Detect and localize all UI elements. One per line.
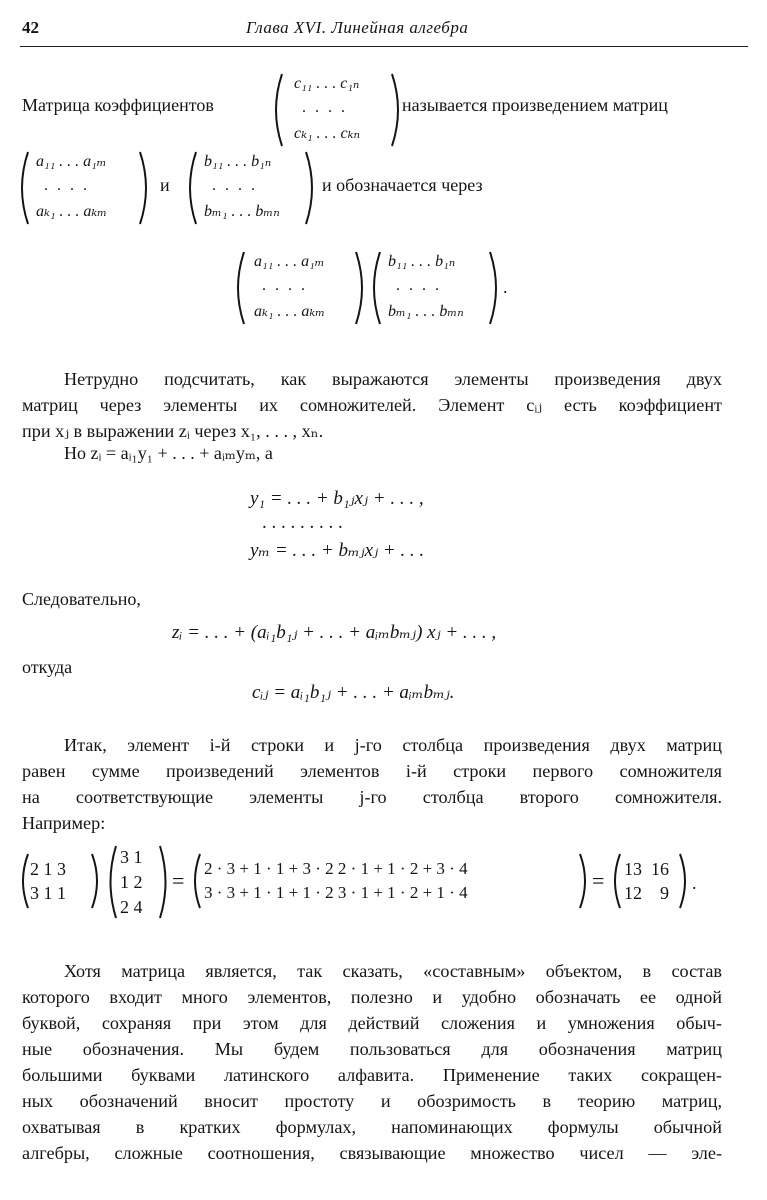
product-b-dots: .... bbox=[396, 277, 448, 294]
intro-denoted: и обозначается через bbox=[322, 175, 483, 195]
example-matrix-4-row-2: 12 9 bbox=[624, 883, 669, 903]
paragraph-3-line-1: Хотя матрица является, так сказать, «составным» объектом, в состав bbox=[64, 961, 722, 981]
paragraph-3-line-3: буквой, сохраняя при этом для действий сложения и умножения обыч- bbox=[22, 1013, 722, 1033]
example-equals-1: = bbox=[172, 868, 185, 893]
example-matrix-2-row-2: 1 2 bbox=[120, 872, 143, 892]
paragraph-3-line-6: ных обозначений вносит простоту и обозримость в теорию матриц, bbox=[22, 1091, 722, 1111]
paragraph-2 bbox=[22, 732, 722, 836]
matrix-c-row-1: c₁₁ . . . c₁ₙ bbox=[294, 75, 360, 92]
example-matrix-4-row-1: 13 16 bbox=[624, 859, 669, 879]
y-equation-m: yₘ = . . . + bₘⱼxⱼ + . . . bbox=[250, 540, 425, 561]
paragraph-3-line-4: ные обозначения. Мы будем пользоваться для обозначения матриц bbox=[22, 1039, 722, 1059]
page-number: 42 bbox=[22, 18, 39, 37]
example-matrix-4 bbox=[612, 850, 688, 912]
matrix-b bbox=[186, 148, 316, 228]
but-line: Но zᵢ = aᵢ₁y₁ + . . . + aᵢₘyₘ, а bbox=[64, 443, 273, 463]
y-equation-dots: . . . . . . . . . bbox=[262, 512, 343, 533]
paragraph-3-line-7: охватывая в кратких формулах, напоминающих формулы обычной bbox=[22, 1117, 722, 1137]
example-period: . bbox=[692, 873, 697, 893]
paragraph-1-line-1: Нетрудно подсчитать, как выражаются элементы произведения двух bbox=[64, 369, 722, 389]
matrix-a-row-3: aₖ₁ . . . aₖₘ bbox=[36, 203, 108, 220]
product-b-row-3: bₘ₁ . . . bₘₙ bbox=[388, 303, 464, 320]
paragraph-2-line-1: Итак, элемент i-й строки и j-го столбца произведения двух матриц bbox=[64, 735, 722, 755]
example-matrix-2-row-3: 2 4 bbox=[120, 897, 143, 917]
matrix-c-dots: .... bbox=[302, 99, 354, 116]
y-equation-1: y₁ = . . . + b₁ⱼxⱼ + . . . , bbox=[250, 488, 424, 509]
conjunction-and: и bbox=[160, 175, 170, 195]
product-a-row-1: a₁₁ . . . a₁ₘ bbox=[254, 253, 325, 270]
paragraph-2-line-2: равен сумме произведений элементов i-й строки первого сомножителя bbox=[22, 761, 722, 781]
matrix-a bbox=[18, 148, 150, 228]
paragraph-3-line-5: большими буквами латинского алфавита. Применение таких сокращен- bbox=[22, 1065, 722, 1085]
example-matrix-3-row-2: 3 · 3 + 1 · 1 + 1 · 2 3 · 1 + 1 · 2 + 1 · 4 bbox=[204, 883, 468, 902]
product-matrix-a bbox=[234, 248, 366, 328]
header-rule bbox=[20, 46, 748, 47]
example-matrix-1 bbox=[20, 850, 100, 912]
example-matrix-1-row-1: 2 1 3 bbox=[30, 859, 66, 879]
product-b-row-1: b₁₁ . . . b₁ₙ bbox=[388, 253, 456, 270]
matrix-c bbox=[272, 70, 402, 150]
paragraph-3-line-8: алгебры, сложные соотношения, связывающие множество чисел — эле- bbox=[22, 1143, 722, 1163]
example-matrix-3-row-1: 2 · 3 + 1 · 1 + 3 · 2 2 · 1 + 1 · 2 + 3 · 4 bbox=[204, 859, 468, 878]
intro-label: Матрица коэффициентов bbox=[22, 95, 214, 115]
paragraph-1-line-2: матриц через элементы их сомножителей. Элемент cᵢⱼ есть коэффициент bbox=[22, 395, 723, 415]
paragraph-3-line-2: которого входит много элементов, полезно и удобно обозначать ее одной bbox=[22, 987, 722, 1007]
paragraph-1-line-3: при xⱼ в выражении zᵢ через x₁, . . . , xₙ. bbox=[22, 421, 324, 441]
product-matrix-b bbox=[370, 248, 500, 328]
running-title: Глава XVI. Линейная алгебра bbox=[246, 18, 469, 37]
whence-text: откуда bbox=[22, 657, 73, 677]
product-a-dots: .... bbox=[262, 277, 314, 294]
example-equals-2: = bbox=[592, 868, 605, 893]
paragraph-2-line-4: Например: bbox=[22, 813, 106, 833]
paragraph-1 bbox=[22, 366, 722, 444]
product-period: . bbox=[503, 277, 508, 297]
matrix-b-row-1: b₁₁ . . . b₁ₙ bbox=[204, 153, 272, 170]
z-formula: zᵢ = . . . + (aᵢ₁b₁ⱼ + . . . + aᵢₘbₘⱼ) xⱼ + . . . , bbox=[172, 622, 497, 643]
c-formula: cᵢⱼ = aᵢ₁b₁ⱼ + . . . + aᵢₘbₘⱼ. bbox=[252, 682, 455, 703]
paragraph-2-line-3: на соответствующие элементы j-го столбца второго сомножителя. bbox=[22, 787, 722, 807]
product-a-row-3: aₖ₁ . . . aₖₘ bbox=[254, 303, 326, 320]
consequently-text: Следовательно, bbox=[22, 589, 141, 609]
intro-called: называется произведением матриц bbox=[402, 95, 668, 115]
matrix-c-row-3: cₖ₁ . . . cₖₙ bbox=[294, 125, 360, 142]
example-matrix-2 bbox=[108, 842, 168, 922]
running-header bbox=[0, 18, 767, 44]
example-matrix-1-row-2: 3 1 1 bbox=[30, 883, 66, 903]
matrix-a-dots: .... bbox=[44, 177, 96, 194]
matrix-a-row-1: a₁₁ . . . a₁ₘ bbox=[36, 153, 107, 170]
paragraph-3 bbox=[22, 958, 722, 1166]
example-matrix-2-row-1: 3 1 bbox=[120, 847, 143, 867]
matrix-b-row-3: bₘ₁ . . . bₘₙ bbox=[204, 203, 280, 220]
matrix-b-dots: .... bbox=[212, 177, 264, 194]
example-matrix-3 bbox=[192, 850, 588, 912]
